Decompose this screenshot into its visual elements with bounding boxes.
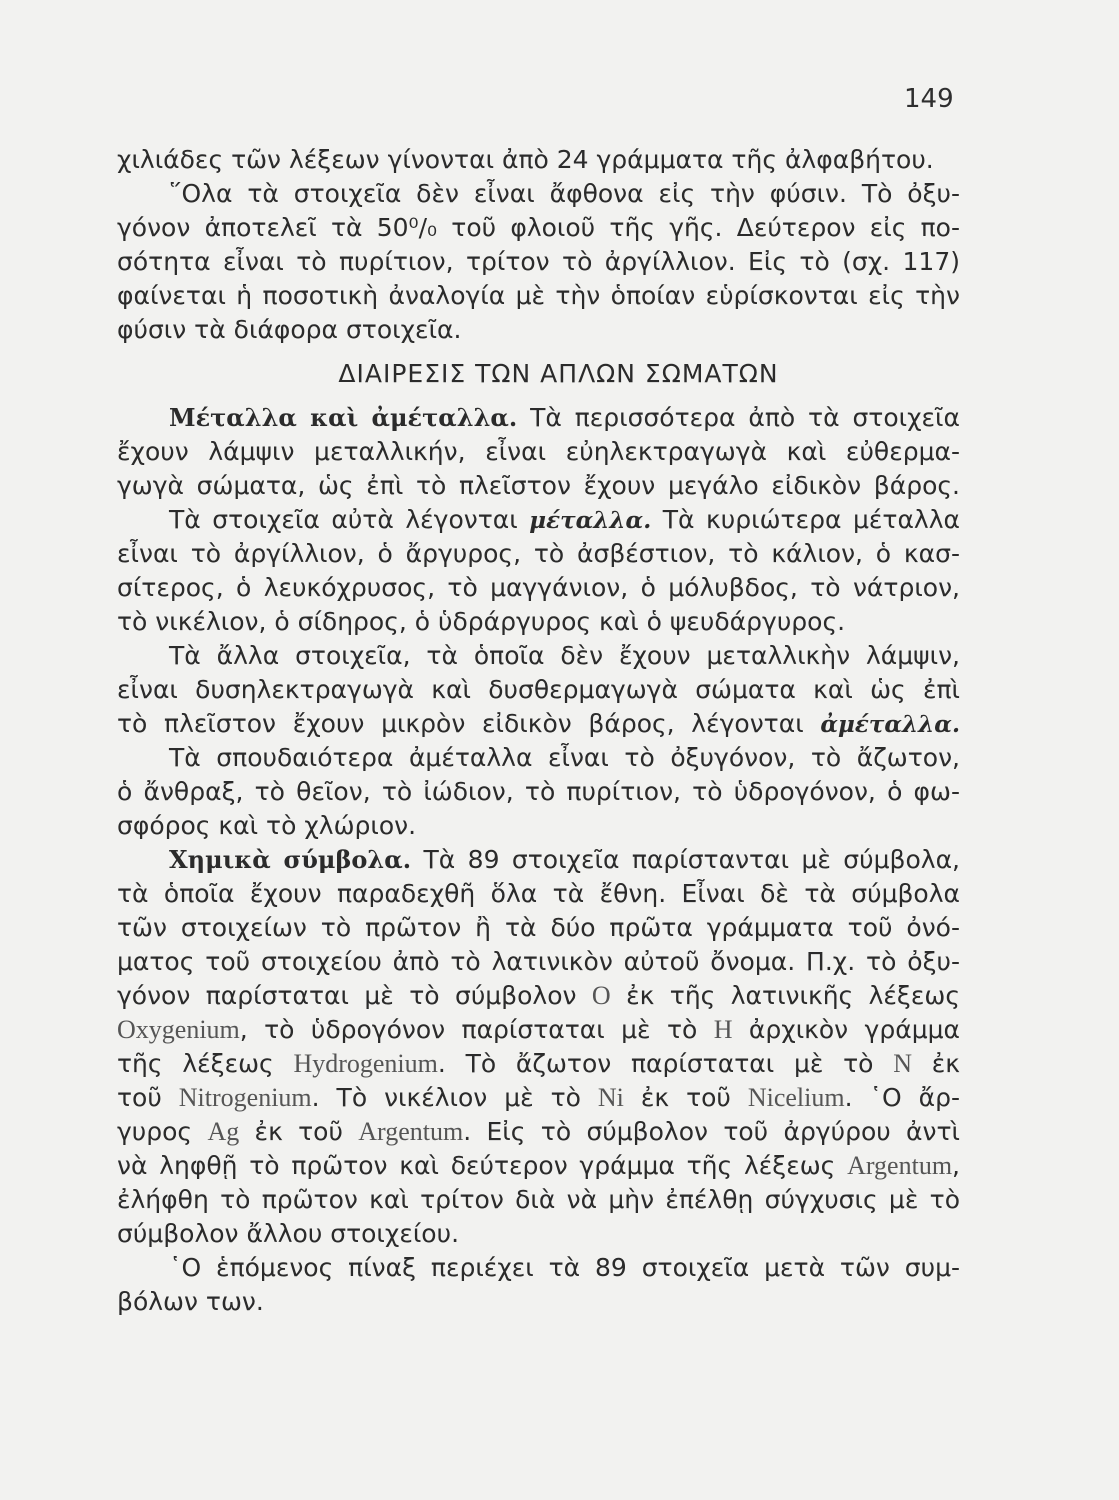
text-span: Τὰ στοιχεῖα αὐτὰ λέγονται — [169, 505, 530, 534]
page-body — [117, 143, 960, 1319]
text-line: φαίνεται ἡ ποσοτικὴ ἀναλογία μὲ τὴν ὁποίαν εὑρίσκονται εἰς τὴν — [117, 281, 960, 310]
symbol-O: O — [591, 981, 611, 1010]
text-line — [117, 707, 960, 741]
text-line: ματος τοῦ στοιχείου ἀπὸ τὸ λατινικὸν αὐτοῦ ὄνομα. Π.χ. τὸ ὀξυ- — [117, 947, 960, 976]
text-line: τὰ ὁποῖα ἔχουν παραδεχθῆ ὅλα τὰ ἔθνη. Εἶναι δὲ τὰ σύμβολα — [117, 879, 960, 908]
text-line: εἶναι τὸ ἀργίλλιον, ὁ ἄργυρος, τὸ ἀσβέστιον, τὸ κάλιον, ὁ κασ- — [117, 539, 960, 568]
text-line — [117, 503, 960, 537]
text-line — [117, 1081, 960, 1115]
text-line: ὁ ἄνθραξ, τὸ θεῖον, τὸ ἰώδιον, τὸ πυρίτιον, τὸ ὑδρογόνον, ὁ φω- — [117, 777, 960, 806]
text-line — [117, 401, 960, 435]
latin-word: Hydrogenium — [293, 1049, 438, 1078]
text-span: . Τὸ ἄζωτον παρίσταται μὲ τὸ — [437, 1049, 894, 1078]
text-line: ἔχουν λάμψιν μεταλλικήν, εἶναι εὐηλεκτραγωγὰ καὶ εὐθερμα- — [117, 437, 960, 466]
text-span: τὸ πλεῖστον ἔχουν μικρὸν εἰδικὸν βάρος, λέγονται — [117, 709, 821, 738]
text-line — [117, 1047, 960, 1081]
term-metals: μέταλλα. — [529, 507, 652, 534]
text-line: γωγὰ σώματα, ὡς ἐπὶ τὸ πλεῖστον ἔχουν μεγάλο εἰδικὸν βάρος. — [117, 471, 960, 500]
latin-word: Nicelium — [747, 1083, 845, 1112]
text-line: σύμβολον ἄλλου στοιχείου. — [117, 1219, 460, 1248]
text-span: νὰ ληφθῇ τὸ πρῶτον καὶ δεύτερον γράμμα τῆς λέξεως — [117, 1151, 848, 1180]
text-span: ἐκ τοῦ — [239, 1117, 359, 1146]
symbol-Ni: Ni — [597, 1083, 624, 1112]
text-span: Τὰ κυριώτερα μέταλλα — [651, 505, 960, 534]
term-nonmetals: ἀμέταλλα. — [820, 711, 960, 738]
text-span: ἐκ — [912, 1049, 960, 1078]
text-line — [117, 1115, 960, 1149]
text-span: . Τὸ νικέλιον μὲ τὸ — [311, 1083, 598, 1112]
subsection-title-symbols: Χημικὰ σύμβολα. — [169, 845, 412, 874]
text-span: . ῾Ο ἄρ- — [844, 1083, 960, 1112]
text-line: εἶναι δυσηλεκτραγωγὰ καὶ δυσθερμαγωγὰ σώματα καὶ ὡς ἐπὶ — [117, 675, 960, 704]
symbol-Ag: Ag — [207, 1117, 240, 1146]
latin-word: Argentum — [358, 1117, 464, 1146]
text-line: σφόρος καὶ τὸ χλώριον. — [117, 811, 417, 840]
text-line: τῶν στοιχείων τὸ πρῶτον ἢ τὰ δύο πρῶτα γράμματα τοῦ ὀνό- — [117, 913, 960, 942]
text-span: Τὰ περισσότερα ἀπὸ τὰ στοιχεῖα — [517, 403, 960, 432]
section-heading: ΔΙΑΙΡΕΣΙΣ ΤΩΝ ΑΠΛΩΝ ΣΩΜΑΤΩΝ — [338, 359, 779, 388]
text-line: τὸ νικέλιον, ὁ σίδηρος, ὁ ὑδράργυρος καὶ ὁ ψευδάργυρος. — [117, 607, 846, 636]
text-line: ἐλήφθη τὸ πρῶτον καὶ τρίτον διὰ νὰ μὴν ἐπέλθῃ σύγχυσις μὲ τὸ — [117, 1185, 960, 1214]
text-line: ῾Ο ἑπόμενος πίναξ περιέχει τὰ 89 στοιχεῖα μετὰ τῶν συμ- — [169, 1253, 960, 1282]
text-span: γυρος — [117, 1117, 208, 1146]
text-span: . Εἰς τὸ σύμβολον τοῦ ἀργύρου ἀντὶ — [463, 1117, 960, 1146]
text-line: φύσιν τὰ διάφορα στοιχεῖα. — [117, 315, 462, 344]
text-line: γόνον ἀποτελεῖ τὰ 50⁰/₀ τοῦ φλοιοῦ τῆς γῆς. Δεύτερον εἰς πο- — [117, 213, 960, 242]
subsection-title-metals: Μέταλλα καὶ ἀμέταλλα. — [169, 403, 518, 432]
text-span: ἐκ τῆς λατινικῆς λέξεως — [610, 981, 960, 1010]
text-line: βόλων των. — [117, 1287, 264, 1316]
text-line: Τὰ ἄλλα στοιχεῖα, τὰ ὁποῖα δὲν ἔχουν μεταλλικὴν λάμψιν, — [169, 641, 960, 670]
text-span: τῆς λέξεως — [117, 1049, 294, 1078]
text-line — [117, 1149, 960, 1183]
page-number: 149 — [904, 84, 954, 114]
text-span: τοῦ — [117, 1083, 179, 1112]
text-span: , τὸ ὑδρογόνον παρίσταται μὲ τὸ — [239, 1015, 714, 1044]
text-line: χιλιάδες τῶν λέξεων γίνονται ἀπὸ 24 γράμματα τῆς ἀλφαβήτου. — [117, 145, 934, 174]
text-span: ἐκ τοῦ — [623, 1083, 748, 1112]
text-line: Τὰ σπουδαιότερα ἀμέταλλα εἶναι τὸ ὀξυγόνον, τὸ ἄζωτον, — [169, 743, 960, 772]
symbol-H: H — [713, 1015, 733, 1044]
latin-word: Argentum — [847, 1151, 953, 1180]
text-line — [117, 1013, 960, 1047]
text-line — [117, 843, 960, 877]
text-line — [117, 979, 960, 1013]
text-line: ῞Ολα τὰ στοιχεῖα δὲν εἶναι ἄφθονα εἰς τὴν φύσιν. Τὸ ὀξυ- — [169, 179, 960, 208]
text-span: Τὰ 89 στοιχεῖα παρίστανται μὲ σύμβολα, — [411, 845, 960, 874]
text-line: σότητα εἶναι τὸ πυρίτιον, τρίτον τὸ ἀργίλλιον. Εἰς τὸ (σχ. 117) — [117, 247, 960, 276]
text-span: γόνον παρίσταται μὲ τὸ σύμβολον — [117, 981, 592, 1010]
symbol-N: N — [893, 1049, 912, 1078]
text-line: σίτερος, ὁ λευκόχρυσος, τὸ μαγγάνιον, ὁ μόλυβδος, τὸ νάτριον, — [117, 573, 960, 602]
latin-word: Oxygenium — [117, 1015, 240, 1044]
text-span: ἀρχικὸν γράμμα — [732, 1015, 960, 1044]
text-span: , — [952, 1151, 960, 1180]
latin-word: Nitrogenium — [178, 1083, 312, 1112]
